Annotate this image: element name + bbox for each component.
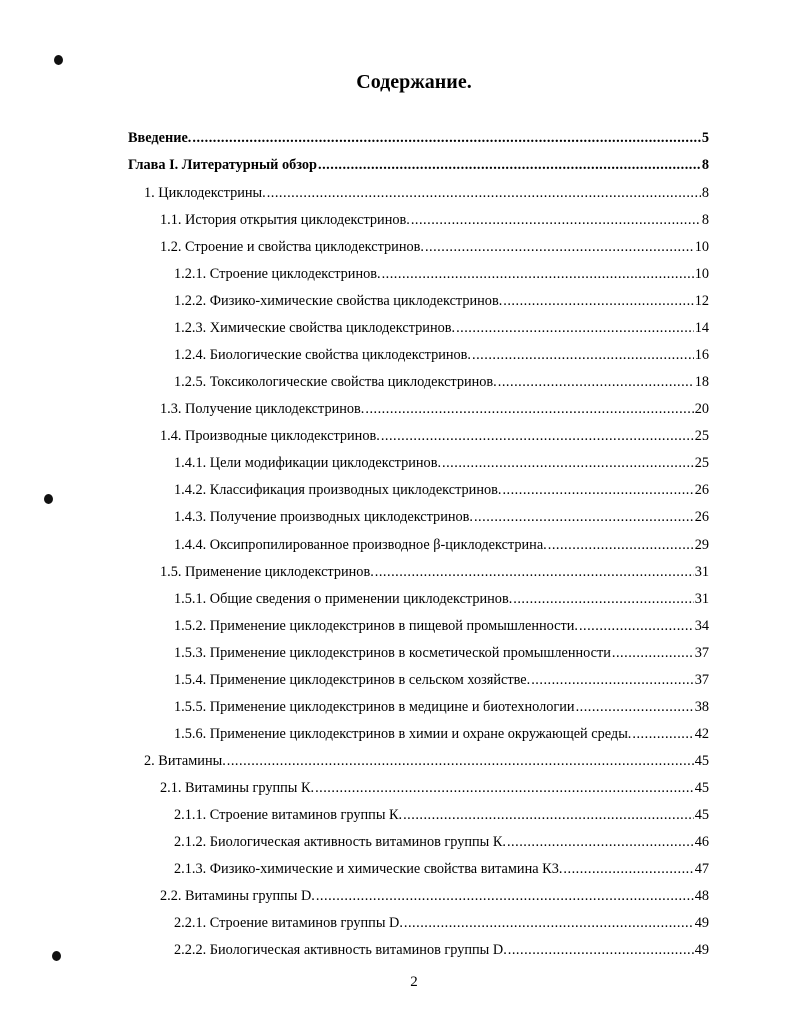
toc-entry (174, 373, 709, 391)
toc-entry-page: 20 (694, 401, 709, 417)
toc-entry (160, 887, 709, 905)
toc-entry-label: 1.4. Производные циклодекстринов. (160, 428, 380, 444)
toc-entry (174, 481, 709, 499)
toc-entry-label: 2.1.2. Биологическая активность витаминов группы К. (174, 834, 506, 850)
toc-entry-page: 14 (694, 320, 709, 336)
toc-leader-dots (404, 914, 694, 932)
toc-leader-dots (498, 373, 694, 391)
punch-hole-bottom (52, 951, 61, 961)
toc-entry-label: 1.2.5. Токсикологические свойства циклодекстринов. (174, 374, 497, 390)
toc-entry-label: 1.2.4. Биологические свойства циклодекстринов. (174, 347, 472, 363)
toc-entry (174, 292, 709, 310)
toc-leader-dots (507, 833, 694, 851)
toc-leader-dots (425, 238, 694, 256)
toc-entry (174, 941, 709, 959)
toc-entry-label: Введение. (128, 130, 192, 146)
toc-entry-label: 1.1. История открытия циклодекстринов. (160, 212, 410, 228)
toc-leader-dots (316, 887, 694, 905)
toc-entry (174, 319, 709, 337)
toc-entry (144, 184, 709, 202)
toc-entry-page: 26 (694, 509, 709, 525)
toc-leader-dots (576, 698, 694, 716)
toc-entry-label: 2.1. Витамины группы К. (160, 780, 315, 796)
toc-entry-label: 2.2.2. Биологическая активность витаминов группы D. (174, 942, 507, 958)
toc-leader-dots (472, 346, 694, 364)
toc-leader-dots (375, 563, 694, 581)
toc-entry-page: 37 (694, 672, 709, 688)
toc-entry-label: 1. Циклодекстрины. (144, 185, 266, 201)
toc-entry-label: 1.5.6. Применение циклодекстринов в химии и охране окружающей среды. (174, 726, 632, 742)
toc-entry-page: 48 (694, 888, 709, 904)
toc-entry (160, 779, 709, 797)
toc-entry-page: 10 (694, 239, 709, 255)
toc-entry-label: 1.5.3. Применение циклодекстринов в косметической промышленности (174, 645, 611, 661)
toc-entry (174, 454, 709, 472)
toc-entry-page: 8 (701, 185, 709, 201)
toc-entry (160, 238, 709, 256)
toc-entry (174, 833, 709, 851)
toc-entry-page: 10 (694, 266, 709, 282)
toc-leader-dots (612, 644, 694, 662)
toc-entry-label: 1.4.2. Классификация производных циклодекстринов. (174, 482, 502, 498)
toc-leader-dots (227, 752, 694, 770)
toc-entry-page: 49 (694, 942, 709, 958)
toc-entry-page: 47 (694, 861, 709, 877)
toc-entry-page: 12 (694, 293, 709, 309)
toc-entry-page: 31 (694, 591, 709, 607)
toc-entry (174, 536, 709, 554)
toc-entry (174, 265, 709, 283)
toc-entry (128, 156, 709, 174)
toc-entry-page: 16 (694, 347, 709, 363)
toc-entry-page: 8 (701, 157, 709, 173)
page-number: 2 (410, 974, 418, 990)
toc-leader-dots (579, 617, 694, 635)
page-title: Содержание. (356, 71, 472, 93)
toc-entry (174, 806, 709, 824)
toc-entry-page: 37 (694, 645, 709, 661)
toc-entry-label: 2.2. Витамины группы D. (160, 888, 315, 904)
toc-entry (174, 508, 709, 526)
toc-entry (128, 129, 709, 147)
toc-entry-label: 2.2.1. Строение витаминов группы D. (174, 915, 403, 931)
toc-leader-dots (563, 860, 693, 878)
toc-leader-dots (382, 265, 694, 283)
toc-entry-page: 29 (694, 537, 709, 553)
toc-entry (174, 346, 709, 364)
toc-leader-dots (474, 508, 694, 526)
toc-entry-page: 45 (694, 780, 709, 796)
toc-entry-page: 25 (694, 455, 709, 471)
toc-entry-page: 45 (694, 753, 709, 769)
toc-leader-dots (548, 536, 694, 554)
toc-entry (160, 211, 709, 229)
toc-entry-page: 5 (701, 130, 709, 146)
toc-entry-label: 1.3. Получение циклодекстринов. (160, 401, 365, 417)
toc-leader-dots (267, 184, 701, 202)
toc-entry (174, 644, 709, 662)
toc-leader-dots (508, 941, 694, 959)
toc-entry (174, 725, 709, 743)
toc-entry-label: 2. Витамины. (144, 753, 226, 769)
toc-entry-page: 31 (694, 564, 709, 580)
toc-leader-dots (315, 779, 694, 797)
toc-entry-label: 1.4.1. Цели модификации циклодекстринов. (174, 455, 442, 471)
toc-entry-page: 18 (694, 374, 709, 390)
toc-leader-dots (456, 319, 694, 337)
toc-entry (160, 563, 709, 581)
toc-entry-label: 1.5.4. Применение циклодекстринов в сельском хозяйстве. (174, 672, 531, 688)
toc-leader-dots (318, 156, 701, 174)
toc-entry (174, 590, 709, 608)
toc-leader-dots (442, 454, 694, 472)
toc-entry (174, 617, 709, 635)
toc-entry-label: 2.1.1. Строение витаминов группы К. (174, 807, 403, 823)
toc-entry-label: Глава I. Литературный обзор (128, 157, 318, 173)
toc-entry (174, 698, 709, 716)
toc-entry-page: 45 (694, 807, 709, 823)
toc-entry-label: 1.5.5. Применение циклодекстринов в медицине и биотехнологии (174, 699, 575, 715)
toc-entry-label: 1.2.3. Химические свойства циклодекстринов. (174, 320, 456, 336)
punch-hole-middle (44, 494, 53, 504)
toc-leader-dots (632, 725, 693, 743)
toc-leader-dots (503, 292, 693, 310)
toc-entry-label: 1.2.2. Физико-химические свойства циклодекстринов. (174, 293, 503, 309)
toc-entry (174, 860, 709, 878)
toc-leader-dots (192, 129, 700, 147)
toc-entry-label: 1.5.2. Применение циклодекстринов в пищевой промышленности. (174, 618, 578, 634)
toc-leader-dots (365, 400, 693, 418)
toc-entry-page: 8 (701, 212, 709, 228)
toc-entry-page: 42 (694, 726, 709, 742)
toc-entry-label: 1.2.1. Строение циклодекстринов. (174, 266, 381, 282)
toc-entry-page: 26 (694, 482, 709, 498)
toc-entry (144, 752, 709, 770)
toc-entry-page: 46 (694, 834, 709, 850)
toc-entry-label: 1.5.1. Общие сведения о применении циклодекстринов. (174, 591, 513, 607)
toc-entry (160, 400, 709, 418)
toc-leader-dots (381, 427, 694, 445)
toc-leader-dots (513, 590, 693, 608)
punch-hole-top (54, 55, 63, 65)
toc-entry-page: 49 (694, 915, 709, 931)
toc-entry-label: 1.4.3. Получение производных циклодекстринов. (174, 509, 473, 525)
toc-entry-label: 1.5. Применение циклодекстринов. (160, 564, 374, 580)
toc-entry (174, 914, 709, 932)
toc-entry (160, 427, 709, 445)
toc-entry-page: 34 (694, 618, 709, 634)
toc-leader-dots (411, 211, 701, 229)
toc-entry-page: 25 (694, 428, 709, 444)
toc-entry (174, 671, 709, 689)
toc-entry-label: 2.1.3. Физико-химические и химические свойства витамина К3. (174, 861, 563, 877)
toc-entry-label: 1.2. Строение и свойства циклодекстринов. (160, 239, 424, 255)
toc-leader-dots (502, 481, 693, 499)
toc-leader-dots (403, 806, 694, 824)
toc-entry-page: 38 (694, 699, 709, 715)
toc-entry-label: 1.4.4. Оксипропилированное производное β-циклодекстрина. (174, 537, 547, 553)
toc-leader-dots (531, 671, 693, 689)
